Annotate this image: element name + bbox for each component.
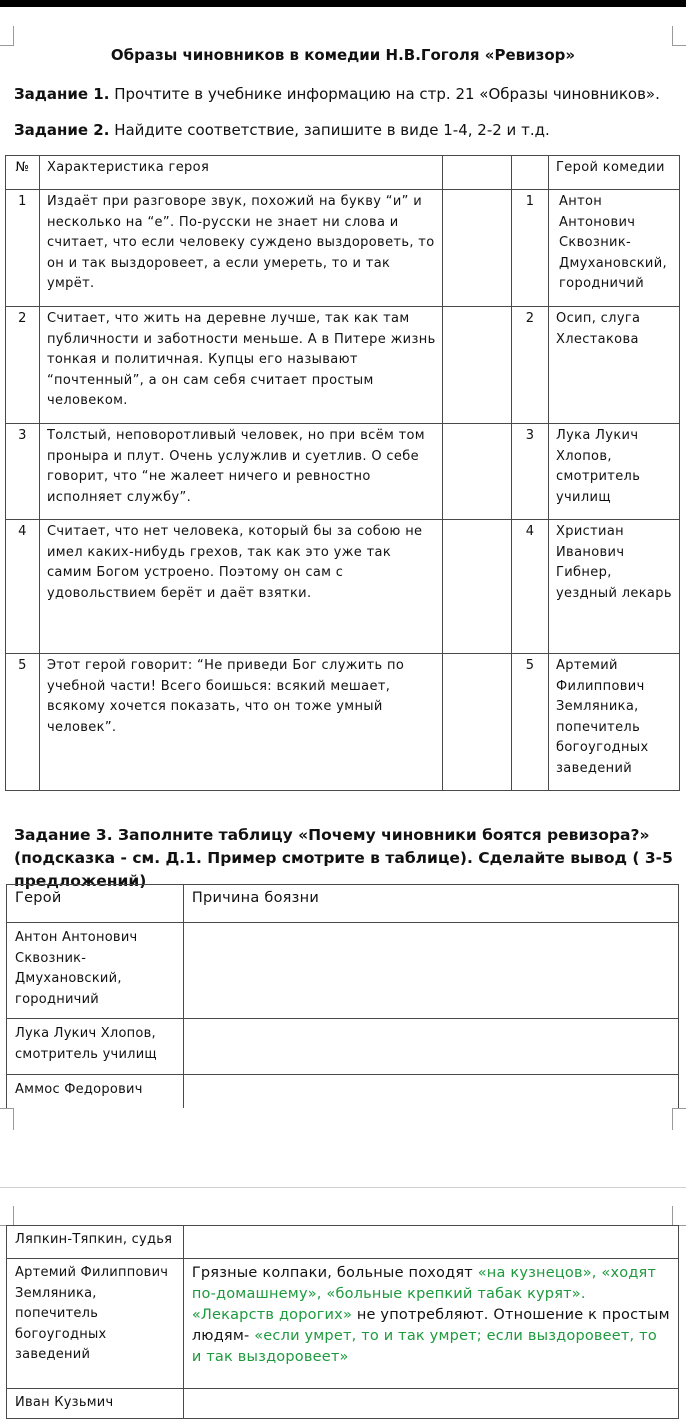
hero-name: Артемий Филиппович Земляника, попечитель богоугодных заведений: [7, 1259, 184, 1389]
row-number: 1: [6, 190, 40, 307]
row-number: 2: [6, 307, 40, 424]
answer-cell: [443, 307, 512, 424]
page-corner-mark-left: [0, 1108, 14, 1130]
reason-text: не употребляют. Отношение к простым людям-: [191, 1307, 670, 1344]
document-title: Образы чиновников в комедии Н.В.Гоголя «Ревизор»: [110, 46, 576, 64]
characteristic-text: Считает, что нет человека, который бы за собою не имел каких-нибудь грехов, так как это уже так самим Богом устроено. Поэтому он сам с удовольствием берёт и даёт взятки.: [39, 520, 442, 654]
answer-cell: [443, 190, 512, 307]
header-reason: Причина боязни: [183, 885, 678, 923]
hero-number: 4: [512, 520, 549, 654]
hero-name: Артемий Филиппович Земляника, попечитель богоугодных заведений: [548, 654, 679, 791]
task-3: Задание 3. Заполните таблицу «Почему чиновники боятся ревизора?» (подсказка - см. Д.1. Пример смотрите в таблице). Сделайте вывод ( 3-5 предложений): [14, 826, 673, 890]
hero-name: Лука Лукич Хлопов, смотритель училищ: [548, 424, 679, 520]
table-row: [7, 1019, 679, 1075]
header-hero: Герой комедии: [548, 156, 679, 190]
answer-cell: [443, 520, 512, 654]
task-2-label: Задание 2.: [14, 121, 110, 139]
characteristic-text: Считает, что жить на деревне лучше, так как там публичности и заботности меньше. А в Питере жизнь тонкая и политичная. Купцы его называют “почтенный”, а он сам себя считает простым человеком.: [39, 307, 442, 424]
hero-name: Лука Лукич Хлопов, смотритель училищ: [7, 1019, 184, 1075]
table-row: [7, 923, 679, 1019]
answer-cell: [443, 424, 512, 520]
fear-table-continued: [6, 1225, 679, 1419]
reason-text: Грязные колпаки, больные походят: [191, 1265, 478, 1281]
hero-number: 5: [512, 654, 549, 791]
page-break: [0, 1108, 686, 1188]
reason-cell: [183, 923, 678, 1019]
header-num: №: [6, 156, 40, 190]
reason-quote: «на кузнецов», «ходят по-домашнему», «больные крепкий табак курят». «Лекарств дорогих»: [191, 1265, 657, 1323]
table-row: [6, 190, 680, 307]
table-row: [7, 1259, 679, 1389]
hero-name: Ляпкин-Тяпкин, судья: [7, 1226, 184, 1259]
table-row: [6, 307, 680, 424]
empty-answer-cell: [443, 156, 512, 190]
characteristic-text: Издаёт при разговоре звук, похожий на букву “и” и несколько на “е”. По-русски не знает ни слова и считает, что если человеку суждено выздороветь, то он и так выздоровеет, а если умереть, то и так умрёт.: [39, 190, 442, 307]
reason-cell: [183, 1389, 678, 1419]
characteristic-text: Толстый, неповоротливый человек, но при всём том проныра и плут. Очень услужлив и суетлив. О себе говорит, что “не жалеет ничего и ревностно исполняет службу”.: [39, 424, 442, 520]
hero-name: Аммос Федорович: [7, 1075, 184, 1115]
table-row: [7, 1226, 679, 1259]
row-number: 5: [6, 654, 40, 791]
hero-name: Антон Антонович Сквозник-Дмухановский, городничий: [548, 190, 679, 307]
hero-number: 3: [512, 424, 549, 520]
matching-table: [5, 155, 680, 791]
hero-name: Осип, слуга Хлестакова: [548, 307, 679, 424]
table-row: [6, 520, 680, 654]
characteristic-text: Этот герой говорит: “Не приведи Бог служить по учебной части! Всего боишься: всякий мешает, всякому хочется показать, что он тоже умный человек”.: [39, 654, 442, 791]
task-2: [14, 121, 550, 139]
page-corner-mark-right: [672, 1108, 686, 1130]
hero-name: Христиан Иванович Гибнер, уездный лекарь: [548, 520, 679, 654]
reason-quote: «если умрет, то и так умрет; если выздоровеет, то и так выздоровеет»: [191, 1328, 657, 1365]
header-hero: Герой: [7, 885, 184, 923]
row-number: 3: [6, 424, 40, 520]
task-1: [14, 85, 660, 103]
page-corner-mark-right: [672, 26, 686, 46]
reason-cell: [183, 1259, 678, 1389]
header-characteristic: Характеристика героя: [39, 156, 442, 190]
table-row: [6, 654, 680, 791]
hero-name: Иван Кузьмич: [7, 1389, 184, 1419]
row-number: 4: [6, 520, 40, 654]
hero-number: 1: [512, 190, 549, 307]
hero-number: 2: [512, 307, 549, 424]
task-2-text: Найдите соответствие, запишите в виде 1-4, 2-2 и т.д.: [114, 121, 550, 139]
hero-name: Антон Антонович Сквозник-Дмухановский, городничий: [7, 923, 184, 1019]
top-bar: [0, 0, 686, 7]
table-row: [7, 1389, 679, 1419]
fear-table-header-row: [7, 885, 679, 923]
fear-table: [6, 884, 679, 1115]
task-1-label: Задание 1.: [14, 85, 110, 103]
page-corner-mark-left: [0, 1206, 14, 1226]
reason-cell: [183, 1226, 678, 1259]
empty-cell: [512, 156, 549, 190]
table-row: [6, 424, 680, 520]
table-header-row: [6, 156, 680, 190]
page-corner-mark-right: [672, 1206, 686, 1226]
page-corner-mark-left: [0, 26, 14, 46]
task-1-text: Прочтите в учебнике информацию на стр. 21 «Образы чиновников».: [114, 85, 660, 103]
reason-cell: [183, 1019, 678, 1075]
answer-cell: [443, 654, 512, 791]
